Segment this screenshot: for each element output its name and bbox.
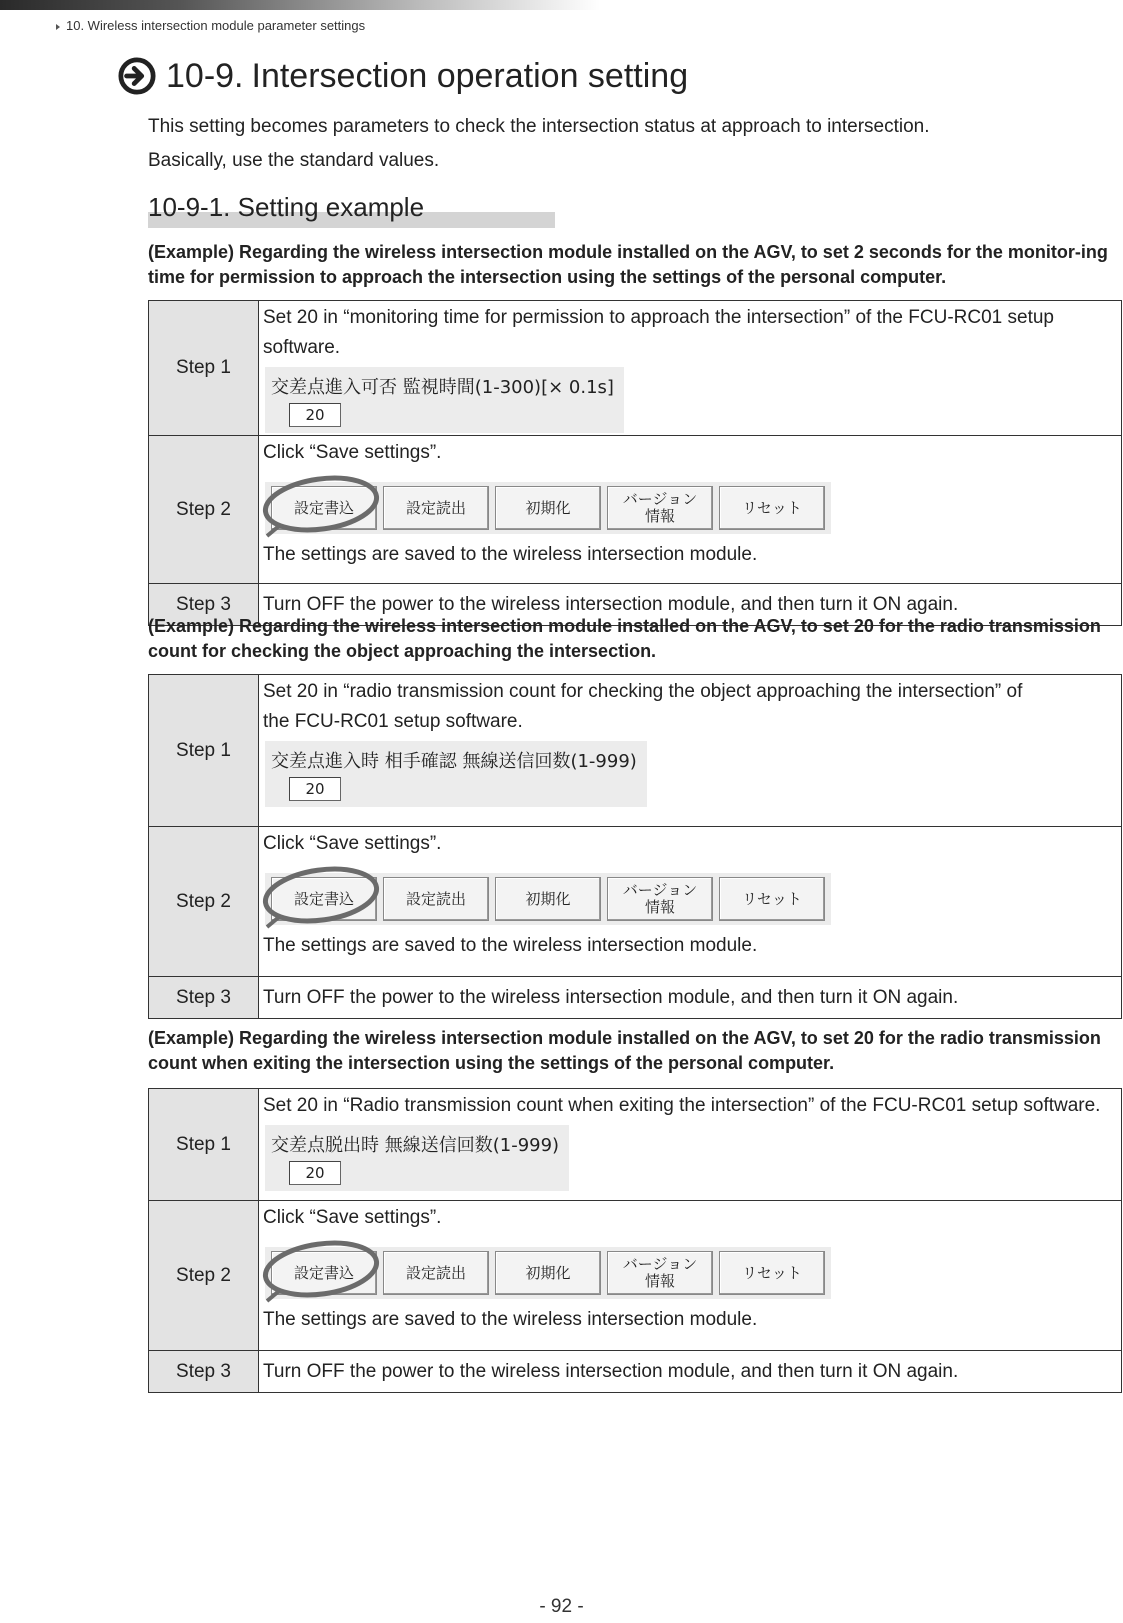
reset-button: リセット <box>719 877 825 921</box>
version-info-button: バージョン 情報 <box>607 1251 713 1295</box>
setting-field-screenshot <box>265 367 624 433</box>
header-bar <box>0 0 600 10</box>
example-heading-2: (Example) Regarding the wireless intersection module installed on the AGV, to set 20 for the radio transmission count for checking the object approaching the intersection. <box>148 616 1101 661</box>
button-row-screenshot <box>265 873 831 925</box>
setting-field-screenshot <box>265 1125 569 1191</box>
version-info-button: バージョン 情報 <box>607 877 713 921</box>
step-label: Step 1 <box>149 1089 259 1201</box>
page-number: - 92 - <box>539 1596 584 1617</box>
subsection-title: 10-9-1. Setting example <box>148 192 425 222</box>
version-info-button: バージョン 情報 <box>607 486 713 530</box>
step-label: Step 2 <box>149 436 259 584</box>
step-note: The settings are saved to the wireless intersection module. <box>263 544 758 565</box>
step-text: Turn OFF the power to the wireless intersection module, and then turn it ON again. <box>263 986 959 1008</box>
subsection-heading <box>148 190 555 228</box>
section-number: 10-9. <box>166 56 244 95</box>
step-label: Step 1 <box>149 675 259 827</box>
button-row-screenshot <box>265 482 831 534</box>
reset-button: リセット <box>719 486 825 530</box>
example-heading-3: (Example) Regarding the wireless intersection module installed on the AGV, to set 20 for the radio transmission count when exiting the intersection using the settings of the personal computer. <box>148 1028 1101 1073</box>
setting-field-value: 20 <box>289 777 341 801</box>
step-text: Set 20 in “Radio transmission count when exiting the intersection” of the FCU-RC01 setup software. <box>263 1095 1101 1116</box>
step-cell <box>259 675 1122 827</box>
step-label: Step 1 <box>149 301 259 436</box>
save-settings-button: 設定書込 <box>271 1251 377 1295</box>
step-label: Step 3 <box>149 584 259 626</box>
example-heading-1: (Example) Regarding the wireless intersection module installed on the AGV, to set 2 seconds for the monitor-ing time for permission to approach the intersection using the settings of the personal computer. <box>148 242 1108 287</box>
step-label: Step 3 <box>149 1351 259 1393</box>
save-settings-button: 設定書込 <box>271 486 377 530</box>
initialize-button: 初期化 <box>495 877 601 921</box>
setting-field-value: 20 <box>289 1161 341 1185</box>
read-settings-button: 設定読出 <box>383 486 489 530</box>
step-note: The settings are saved to the wireless intersection module. <box>263 935 758 956</box>
save-settings-button: 設定書込 <box>271 877 377 921</box>
step-cell <box>259 1351 1122 1393</box>
read-settings-button: 設定読出 <box>383 1251 489 1295</box>
step-label: Step 3 <box>149 977 259 1019</box>
intro-line-1: This setting becomes parameters to check the intersection status at approach to intersection. <box>148 116 930 137</box>
step-text: Set 20 in “monitoring time for permission to approach the intersection” of the FCU-RC01 setup software. <box>263 307 1054 358</box>
breadcrumb-text: 10. Wireless intersection module parameter settings <box>66 18 366 33</box>
initialize-button: 初期化 <box>495 486 601 530</box>
step-cell <box>259 1201 1122 1351</box>
reset-button: リセット <box>719 1251 825 1295</box>
step-text: Click “Save settings”. <box>263 442 442 463</box>
step-text: Set 20 in “radio transmission count for checking the object approaching the intersection” of <box>263 681 1023 702</box>
step-label: Step 2 <box>149 1201 259 1351</box>
step-text: Turn OFF the power to the wireless intersection module, and then turn it ON again. <box>263 1360 959 1382</box>
steps-table-1 <box>148 300 1122 626</box>
step-cell <box>259 1089 1122 1201</box>
breadcrumb-arrow-icon <box>56 24 60 30</box>
setting-field-screenshot <box>265 741 647 807</box>
step-text: Click “Save settings”. <box>263 1207 442 1228</box>
step-cell <box>259 827 1122 977</box>
read-settings-button: 設定読出 <box>383 877 489 921</box>
step-label: Step 2 <box>149 827 259 977</box>
setting-field-label: 交差点脱出時 無線送信回数(1-999) <box>271 1135 560 1156</box>
section-title <box>118 54 688 98</box>
section-title-text: Intersection operation setting <box>251 56 689 95</box>
step-cell <box>259 436 1122 584</box>
button-row-screenshot <box>265 1247 831 1299</box>
setting-field-value: 20 <box>289 403 341 427</box>
breadcrumb <box>56 18 365 33</box>
intro-line-2: Basically, use the standard values. <box>148 150 440 171</box>
step-text-continued: the FCU-RC01 setup software. <box>263 711 523 732</box>
step-text: Turn OFF the power to the wireless intersection module, and then turn it ON again. <box>263 593 959 615</box>
setting-field-label: 交差点進入可否 監視時間(1-300)[× 0.1s] <box>271 377 614 398</box>
setting-field-label: 交差点進入時 相手確認 無線送信回数(1-999) <box>271 751 637 772</box>
arrow-circle-right-icon <box>118 57 156 95</box>
steps-table-3 <box>148 1088 1122 1393</box>
initialize-button: 初期化 <box>495 1251 601 1295</box>
step-text: Click “Save settings”. <box>263 833 442 854</box>
step-cell <box>259 977 1122 1019</box>
steps-table-2 <box>148 674 1122 1019</box>
step-cell <box>259 301 1122 436</box>
step-note: The settings are saved to the wireless intersection module. <box>263 1309 758 1330</box>
